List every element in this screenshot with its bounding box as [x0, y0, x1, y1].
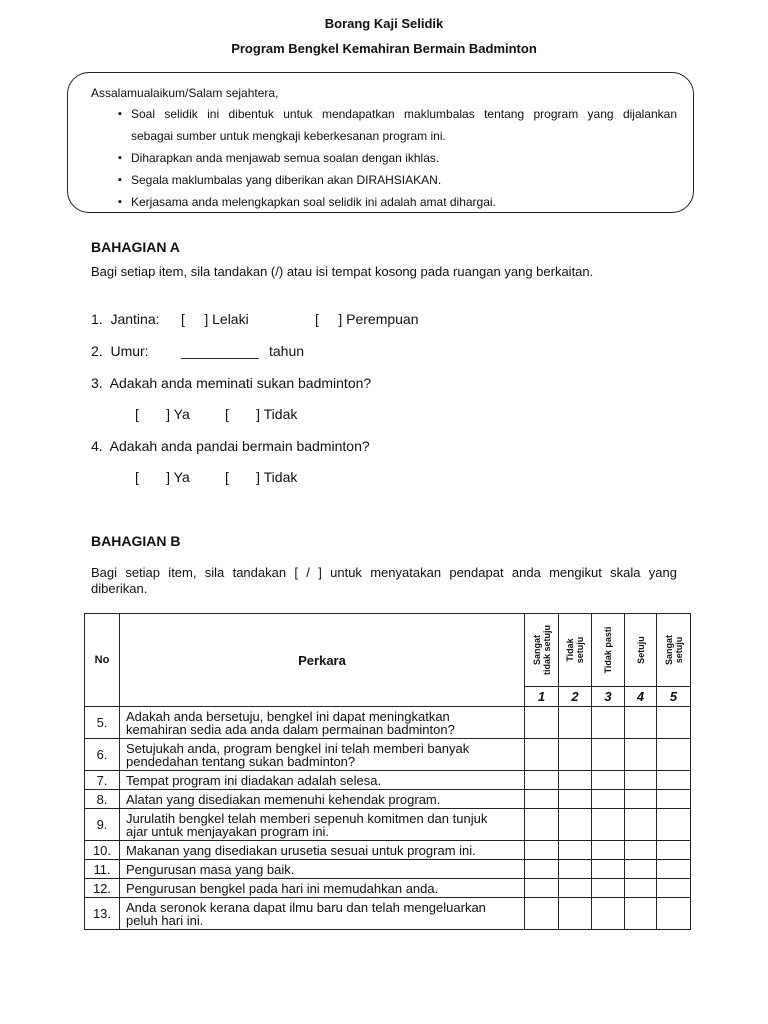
rating-cell-1[interactable]: [525, 809, 559, 841]
row-number: 8.: [85, 790, 120, 809]
row-number: 7.: [85, 771, 120, 790]
row-statement: [120, 707, 525, 739]
statement-line-1: Anda seronok kerana dapat ilmu baru dan telah mengeluarkan: [126, 899, 486, 915]
rating-cell-2[interactable]: [559, 771, 592, 790]
notice-bullet-4: Kerjasama anda melengkapkan soal selidik ini adalah amat dihargai.: [131, 195, 496, 209]
rating-cell-5[interactable]: [657, 707, 691, 739]
statement-line-1: Alatan yang disediakan memenuhi kehendak program.: [126, 791, 441, 807]
table-row: [85, 790, 691, 809]
interest-option-no[interactable]: [ ] Tidak: [225, 406, 298, 422]
age-blank-field[interactable]: __________: [181, 343, 259, 359]
table-row: [85, 841, 691, 860]
rating-cell-4[interactable]: [625, 790, 657, 809]
rating-cell-4[interactable]: [625, 739, 657, 771]
notice-bullet-1-line-2: sebagai sumber untuk mengkaji keberkesanan program ini.: [131, 129, 446, 143]
rating-cell-1[interactable]: [525, 771, 559, 790]
rating-cell-5[interactable]: [657, 771, 691, 790]
scale-number-5: 5: [657, 687, 691, 707]
row-statement: [120, 841, 525, 860]
notice-bullet-2: Diharapkan anda menjawab semua soalan dengan ikhlas.: [131, 151, 440, 165]
header-no: No: [85, 614, 120, 707]
rating-cell-1[interactable]: [525, 790, 559, 809]
rating-cell-2[interactable]: [559, 898, 592, 930]
section-b-heading: BAHAGIAN B: [91, 533, 181, 549]
scale-header-2: Tidak setuju: [559, 614, 592, 687]
row-number: 13.: [85, 898, 120, 930]
section-b-instruction-line-2: diberikan.: [91, 581, 148, 596]
likert-table: [84, 613, 691, 930]
rating-cell-1[interactable]: [525, 898, 559, 930]
rating-cell-2[interactable]: [559, 841, 592, 860]
rating-cell-5[interactable]: [657, 898, 691, 930]
form-title: Borang Kaji Selidik: [324, 16, 444, 31]
table-row: [85, 879, 691, 898]
row-statement: [120, 739, 525, 771]
statement-line-2: ajar untuk menjayakan program ini.: [126, 823, 330, 839]
table-row: [85, 707, 691, 739]
rating-cell-3[interactable]: [592, 841, 625, 860]
statement-line-2: peluh hari ini.: [126, 912, 204, 928]
row-statement: [120, 771, 525, 790]
row-statement: [120, 898, 525, 930]
question-interest-label: 3. Adakah anda meminati sukan badminton?: [91, 375, 372, 391]
notice-bullet-1-line-1: Soal selidik ini dibentuk untuk mendapatkan maklumbalas tentang program yang dijalankan: [131, 107, 677, 121]
rating-cell-3[interactable]: [592, 860, 625, 879]
interest-option-yes[interactable]: [ ] Ya: [135, 406, 190, 422]
rating-cell-4[interactable]: [625, 771, 657, 790]
scale-number-2: 2: [559, 687, 592, 707]
rating-cell-2[interactable]: [559, 879, 592, 898]
rating-cell-1[interactable]: [525, 860, 559, 879]
rating-cell-1[interactable]: [525, 879, 559, 898]
row-statement: [120, 879, 525, 898]
skill-option-no[interactable]: [ ] Tidak: [225, 469, 298, 485]
scale-number-3: 3: [592, 687, 625, 707]
rating-cell-2[interactable]: [559, 739, 592, 771]
statement-line-2: pendedahan tentang sukan badminton?: [126, 753, 356, 769]
rating-cell-3[interactable]: [592, 790, 625, 809]
row-statement: [120, 809, 525, 841]
statement-line-1: Makanan yang disediakan urusetia sesuai untuk program ini.: [126, 842, 476, 858]
question-age-label: 2. Umur:: [91, 343, 149, 359]
scale-number-1: 1: [525, 687, 559, 707]
row-number: 10.: [85, 841, 120, 860]
rating-cell-5[interactable]: [657, 790, 691, 809]
rating-cell-4[interactable]: [625, 841, 657, 860]
section-b-instruction-line-1: Bagi setiap item, sila tandakan [ / ] untuk menyatakan pendapat anda mengikut skala yang: [91, 565, 677, 580]
scale-header-4: Setuju: [625, 614, 657, 687]
rating-cell-3[interactable]: [592, 771, 625, 790]
section-a-heading: BAHAGIAN A: [91, 239, 180, 255]
bullet-icon: ▪: [118, 196, 122, 208]
rating-cell-2[interactable]: [559, 790, 592, 809]
rating-cell-5[interactable]: [657, 879, 691, 898]
rating-cell-4[interactable]: [625, 879, 657, 898]
rating-cell-5[interactable]: [657, 809, 691, 841]
rating-cell-1[interactable]: [525, 707, 559, 739]
rating-cell-1[interactable]: [525, 841, 559, 860]
statement-line-1: Pengurusan masa yang baik.: [126, 861, 295, 877]
row-number: 12.: [85, 879, 120, 898]
row-statement: [120, 790, 525, 809]
rating-cell-4[interactable]: [625, 860, 657, 879]
scale-number-4: 4: [625, 687, 657, 707]
rating-cell-3[interactable]: [592, 898, 625, 930]
rating-cell-4[interactable]: [625, 707, 657, 739]
table-row: [85, 809, 691, 841]
row-number: 9.: [85, 809, 120, 841]
notice-greeting: Assalamualaikum/Salam sejahtera,: [91, 86, 279, 100]
rating-cell-4[interactable]: [625, 809, 657, 841]
table-row: [85, 898, 691, 930]
form-subtitle: Program Bengkel Kemahiran Bermain Badminton: [231, 41, 537, 56]
rating-cell-2[interactable]: [559, 860, 592, 879]
bullet-icon: ▪: [118, 152, 122, 164]
row-number: 6.: [85, 739, 120, 771]
rating-cell-5[interactable]: [657, 841, 691, 860]
statement-line-1: Setujukah anda, program bengkel ini telah memberi banyak: [126, 740, 470, 756]
bullet-icon: ▪: [118, 108, 122, 120]
scale-header-3: Tidak pasti: [592, 614, 625, 687]
table-row: [85, 771, 691, 790]
header-perkara: Perkara: [120, 614, 525, 707]
age-unit-label: tahun: [269, 343, 305, 359]
rating-cell-1[interactable]: [525, 739, 559, 771]
statement-line-1: Adakah anda bersetuju, bengkel ini dapat meningkatkan: [126, 708, 450, 724]
scale-header-1: Sangat tidak setuju: [525, 614, 559, 687]
statement-line-1: Jurulatih bengkel telah memberi sepenuh komitmen dan tunjuk: [126, 810, 488, 826]
rating-cell-5[interactable]: [657, 860, 691, 879]
skill-option-yes[interactable]: [ ] Ya: [135, 469, 190, 485]
question-gender-label: 1. Jantina:: [91, 311, 160, 327]
statement-line-1: Tempat program ini diadakan adalah selesa.: [126, 772, 382, 788]
table-row: [85, 860, 691, 879]
rating-cell-2[interactable]: [559, 707, 592, 739]
bullet-icon: ▪: [118, 174, 122, 186]
notice-bullet-3: Segala maklumbalas yang diberikan akan DIRAHSIAKAN.: [131, 173, 442, 187]
row-number: 11.: [85, 860, 120, 879]
rating-cell-3[interactable]: [592, 707, 625, 739]
row-number: 5.: [85, 707, 120, 739]
gender-option-male[interactable]: [ ] Lelaki: [181, 311, 249, 327]
gender-option-female[interactable]: [ ] Perempuan: [315, 311, 419, 327]
question-skill-label: 4. Adakah anda pandai bermain badminton?: [91, 438, 370, 454]
scale-header-5: Sangat setuju: [657, 614, 691, 687]
statement-line-1: Pengurusan bengkel pada hari ini memudahkan anda.: [126, 880, 439, 896]
rating-cell-4[interactable]: [625, 898, 657, 930]
rating-cell-5[interactable]: [657, 739, 691, 771]
statement-line-2: kemahiran sedia ada anda dalam permainan badminton?: [126, 721, 455, 737]
rating-cell-2[interactable]: [559, 809, 592, 841]
rating-cell-3[interactable]: [592, 739, 625, 771]
section-a-instruction: Bagi setiap item, sila tandakan (/) atau isi tempat kosong pada ruangan yang berkaitan.: [91, 264, 594, 279]
table-row: [85, 739, 691, 771]
rating-cell-3[interactable]: [592, 879, 625, 898]
rating-cell-3[interactable]: [592, 809, 625, 841]
row-statement: [120, 860, 525, 879]
